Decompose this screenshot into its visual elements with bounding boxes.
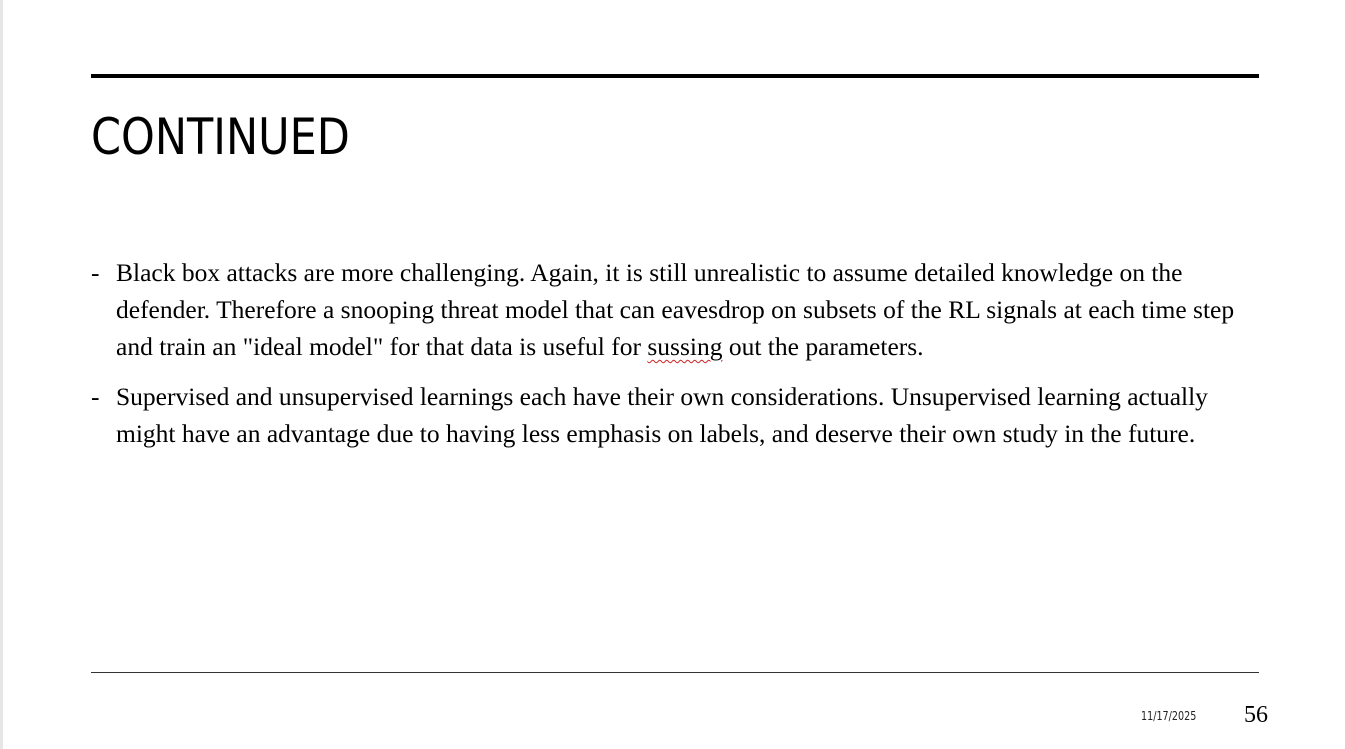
slide-number: 56 [1244, 702, 1268, 728]
bullet-marker: - [91, 258, 100, 287]
slide-left-edge [0, 0, 3, 749]
slide-title[interactable]: CONTINUED [91, 108, 350, 166]
bullet-marker: - [91, 382, 100, 411]
spellcheck-flagged-word[interactable]: sussing [647, 332, 723, 361]
bullet-list[interactable] [91, 254, 1256, 465]
title-rule [91, 74, 1259, 78]
footer-date: 11/17/2025 [1141, 709, 1197, 723]
bullet-item-black-box[interactable] [91, 254, 1256, 365]
footer-rule [91, 672, 1259, 673]
bullet-text: Supervised and unsupervised learnings each have their own considerations. Unsupervised learning actually might have an advantage due to having less emphasis on labels, and deserve their own study in the future. [116, 382, 1208, 448]
bullet-text-part: Black box attacks are more challenging. Again, it is still unrealistic to assume detailed knowledge on the defender. Therefore a snooping threat model that can eavesdrop on subsets of the RL signals at each time step and train an "ideal model" for that data is useful for [116, 258, 1235, 361]
bullet-text-part: out the parameters. [722, 332, 924, 361]
bullet-item-supervised[interactable] [91, 378, 1256, 452]
